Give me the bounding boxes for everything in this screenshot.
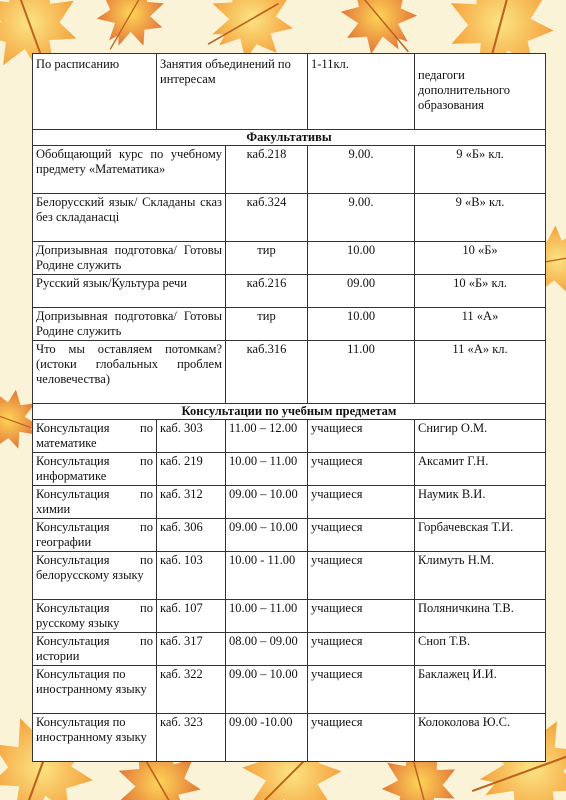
room-cell: тир [226,242,308,275]
time-cell: 09.00 – 10.00 [226,666,308,714]
class-cell: 9 «Б» кл. [415,146,546,194]
room-cell: каб.316 [226,341,308,404]
audience-cell: учащиеся [308,666,415,714]
time-cell: 10.00 – 11.00 [226,453,308,486]
time-cell: 11.00 – 12.00 [226,420,308,453]
section-title-consultations: Консультации по учебным предметам [33,404,546,420]
class-cell: 10 «Б» [415,242,546,275]
teacher-cell: Баклажец И.И. [415,666,546,714]
audience-cell: учащиеся [308,420,415,453]
time-cell: 09.00 -10.00 [226,714,308,762]
subject-cell: Русский язык/Культура речи [33,275,226,308]
time-cell: 09.00 – 10.00 [226,519,308,552]
section-title-electives: Факультативы [33,130,546,146]
subject-cell: Допризывная подготовка/ Готовы Родине служить [33,242,226,275]
table-row [33,275,546,308]
room-cell: каб. 323 [157,714,226,762]
room-cell: каб.218 [226,146,308,194]
table-row [33,453,546,486]
header-cell-schedule: По расписанию [33,54,157,130]
audience-cell: учащиеся [308,552,415,600]
time-cell: 9.00. [308,194,415,242]
header-cell-grades: 1-11кл. [308,54,415,130]
subject-cell: Консультация по географии [33,519,157,552]
time-cell: 11.00 [308,341,415,404]
teacher-cell: Аксамит Г.Н. [415,453,546,486]
room-cell: каб.216 [226,275,308,308]
table-row [33,194,546,242]
time-cell: 09.00 – 10.00 [226,486,308,519]
table-row [33,714,546,762]
table-row [33,486,546,519]
time-cell: 10.00 – 11.00 [226,600,308,633]
class-cell: 11 «А» [415,308,546,341]
teacher-cell: Наумик В.И. [415,486,546,519]
subject-cell: Консультация по информатике [33,453,157,486]
table-row [33,341,546,404]
class-cell: 9 «В» кл. [415,194,546,242]
table-row [33,519,546,552]
audience-cell: учащиеся [308,453,415,486]
subject-cell: Консультация по математике [33,420,157,453]
subject-cell: Консультация по русскому языку [33,600,157,633]
room-cell: каб. 306 [157,519,226,552]
room-cell: каб. 317 [157,633,226,666]
subject-cell: Белорусский язык/ Складаны сказ без складанасці [33,194,226,242]
header-row [33,54,546,130]
subject-cell: Консультация по истории [33,633,157,666]
table-row [33,600,546,633]
subject-cell: Консультация по иностранному языку [33,714,157,762]
audience-cell: учащиеся [308,633,415,666]
table-row [33,420,546,453]
table-row [33,308,546,341]
subject-cell: Допризывная подготовка/ Готовы Родине служить [33,308,226,341]
class-cell: 10 «Б» кл. [415,275,546,308]
audience-cell: учащиеся [308,714,415,762]
time-cell: 10.00 - 11.00 [226,552,308,600]
teacher-cell: Снигир О.М. [415,420,546,453]
teacher-cell: Климуть Н.М. [415,552,546,600]
time-cell: 09.00 [308,275,415,308]
room-cell: каб. 303 [157,420,226,453]
time-cell: 10.00 [308,308,415,341]
subject-cell: Консультация по белорусскому языку [33,552,157,600]
subject-cell: Что мы оставляем потомкам? (истоки глобальных проблем человечества) [33,341,226,404]
table-row [33,633,546,666]
time-cell: 9.00. [308,146,415,194]
section-row-electives [33,130,546,146]
teacher-cell: Горбачевская Т.И. [415,519,546,552]
table-row [33,146,546,194]
schedule-sheet [32,53,545,762]
time-cell: 10.00 [308,242,415,275]
schedule-table [32,53,546,762]
subject-cell: Консультация по химии [33,486,157,519]
subject-cell: Обобщающий курс по учебному предмету «Математика» [33,146,226,194]
teacher-cell: Сноп Т.В. [415,633,546,666]
section-row-consultations [33,404,546,420]
teacher-cell: Колоколова Ю.С. [415,714,546,762]
header-cell-activities: Занятия объединений по интересам [157,54,308,130]
header-cell-teachers: педагоги дополнительного образования [415,54,546,130]
time-cell: 08.00 – 09.00 [226,633,308,666]
room-cell: каб.324 [226,194,308,242]
room-cell: каб. 312 [157,486,226,519]
room-cell: каб. 322 [157,666,226,714]
room-cell: каб. 107 [157,600,226,633]
table-row [33,666,546,714]
table-row [33,242,546,275]
audience-cell: учащиеся [308,600,415,633]
room-cell: каб. 103 [157,552,226,600]
room-cell: каб. 219 [157,453,226,486]
room-cell: тир [226,308,308,341]
class-cell: 11 «А» кл. [415,341,546,404]
teacher-cell: Поляничкина Т.В. [415,600,546,633]
audience-cell: учащиеся [308,519,415,552]
table-row [33,552,546,600]
audience-cell: учащиеся [308,486,415,519]
subject-cell: Консультация по иностранному языку [33,666,157,714]
